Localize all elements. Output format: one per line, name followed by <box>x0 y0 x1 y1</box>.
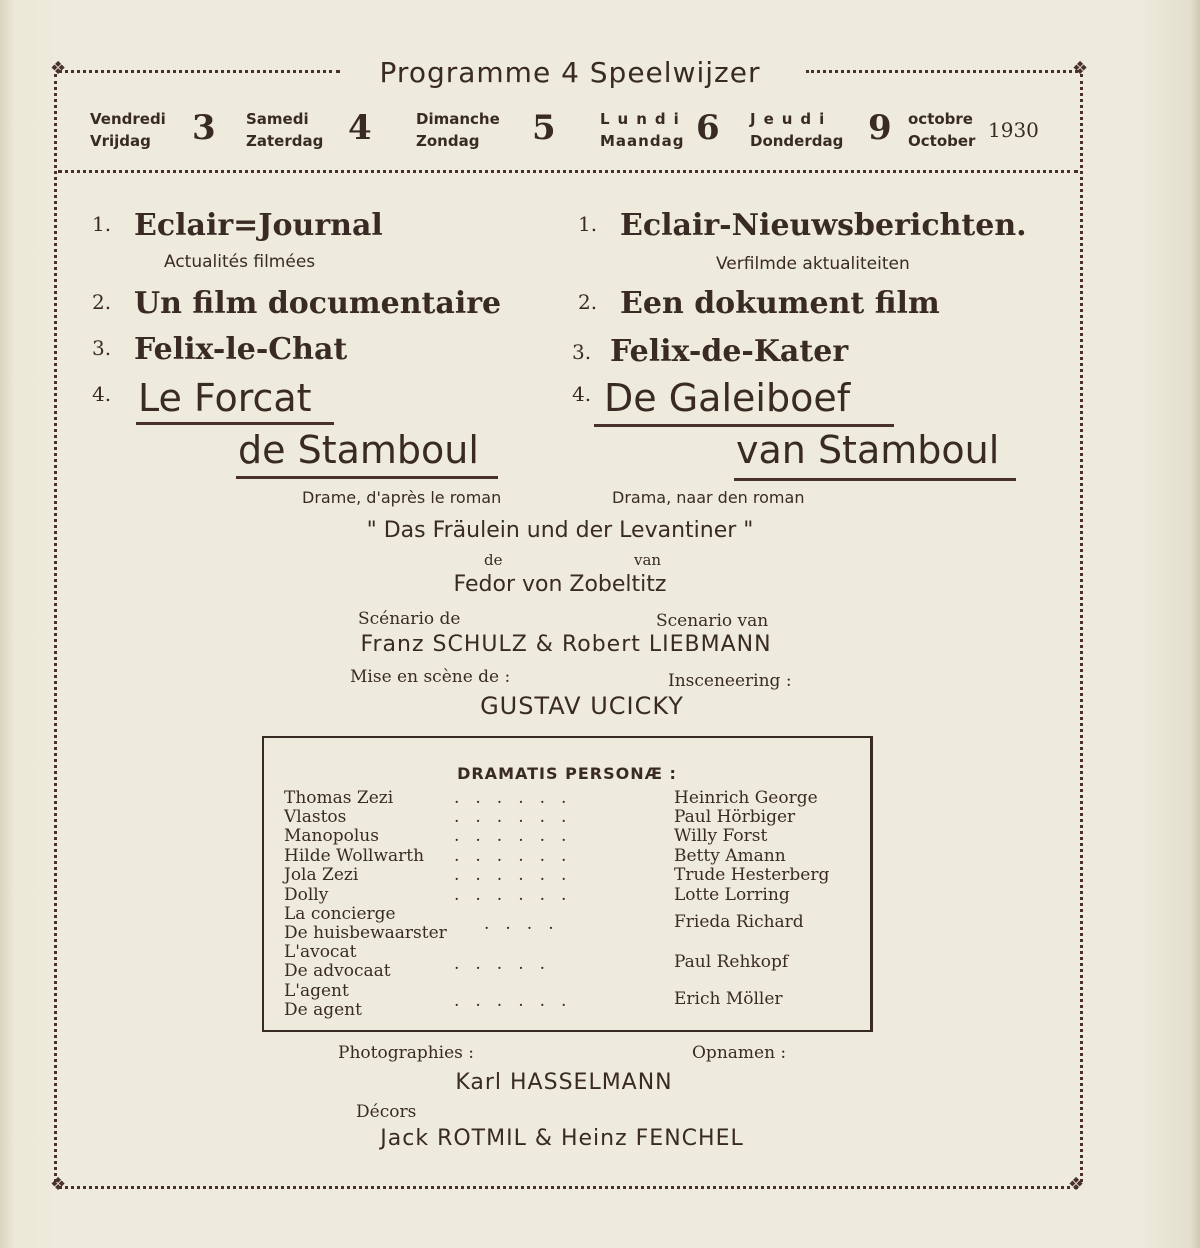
leader-dots: ...... <box>454 885 583 905</box>
top-border-right <box>806 70 1078 73</box>
cast-heading: DRAMATIS PERSONÆ : <box>457 764 677 783</box>
item-number: 4. <box>572 382 592 406</box>
photographer-name: Karl HASSELMANN <box>455 1070 673 1095</box>
actor-name: Erich Möller <box>674 989 783 1009</box>
decorators-names: Jack ROTMIL & Heinz FENCHEL <box>380 1126 744 1151</box>
day-fr-nl <box>90 108 166 152</box>
month-fr: octobre <box>908 110 973 128</box>
item-number: 2. <box>92 290 112 314</box>
direction-label-fr: Mise en scène de : <box>350 667 511 687</box>
year: 1930 <box>988 118 1039 142</box>
day-label-fr: Vendredi <box>90 110 166 128</box>
actor-name: Heinrich George <box>674 788 818 808</box>
right-border <box>1080 74 1083 1182</box>
director-name: GUSTAV UCICKY <box>480 692 684 720</box>
day-fr-nl <box>750 108 843 152</box>
feature-title: De Galeiboef <box>604 376 851 420</box>
leader-dots: ...... <box>454 991 583 1011</box>
role-name: Vlastos <box>284 807 347 827</box>
day-number: 3 <box>192 108 216 148</box>
program-item-title: Felix-le-Chat <box>134 332 348 367</box>
corner-ornament-icon: ❖ <box>50 58 67 79</box>
cast-row <box>284 904 844 944</box>
by-label-fr: de <box>484 551 503 569</box>
month <box>908 108 975 152</box>
role-name-nl: De advocaat <box>284 961 391 981</box>
day-number: 5 <box>532 108 556 148</box>
title-underline <box>136 422 334 425</box>
feature-title-line2: van Stamboul <box>736 428 1000 472</box>
day-label-nl: Zondag <box>416 132 480 150</box>
leader-dots: ...... <box>454 865 583 885</box>
day-label-fr: Dimanche <box>416 110 500 128</box>
author-name: Fedor von Zobeltitz <box>453 572 667 597</box>
role-name: Manopolus <box>284 826 379 846</box>
actor-name: Willy Forst <box>674 826 768 846</box>
day-label-nl: Maandag <box>600 132 685 150</box>
leader-dots: ...... <box>454 788 583 808</box>
decor-label: Décors <box>356 1102 417 1122</box>
role-name: Thomas Zezi <box>284 788 394 808</box>
day-label-fr: Jeudi <box>750 110 833 128</box>
cast-row <box>284 942 844 982</box>
cast-row <box>284 981 844 1021</box>
photo-label-nl: Opnamen : <box>692 1043 787 1063</box>
genre-note: Drama, naar den roman <box>612 488 805 507</box>
corner-ornament-icon: ❖ <box>1072 58 1089 79</box>
program-item-title: Eclair-Nieuwsberichten. <box>620 208 1027 243</box>
item-number: 3. <box>572 340 592 364</box>
role-name: L'avocat <box>284 942 357 962</box>
leader-dots: ...... <box>454 826 583 846</box>
day-fr-nl <box>416 108 500 152</box>
role-name: L'agent <box>284 981 349 1001</box>
item-number: 1. <box>578 212 598 236</box>
role-name-nl: De agent <box>284 1000 362 1020</box>
item-number: 3. <box>92 336 112 360</box>
program-item-title: Eclair=Journal <box>134 208 383 243</box>
program-item-title: Un film documentaire <box>134 286 502 321</box>
direction-label-nl: Insceneering : <box>668 671 792 691</box>
feature-title-line2: de Stamboul <box>238 428 479 472</box>
item-number: 2. <box>578 290 598 314</box>
role-name: Jola Zezi <box>284 865 359 885</box>
month-nl: October <box>908 132 976 150</box>
page-title: Programme 4 Speelwijzer <box>340 56 800 89</box>
left-border <box>54 74 57 1182</box>
scenario-label-fr: Scénario de <box>358 609 461 629</box>
program-item-subtitle: Actualités filmées <box>164 252 316 272</box>
leader-dots: ..... <box>454 954 562 974</box>
title-underline <box>594 424 894 427</box>
day-label-fr: Samedi <box>246 110 309 128</box>
actor-name: Frieda Richard <box>674 912 804 932</box>
day-fr-nl <box>246 108 323 152</box>
title-underline <box>734 478 1016 481</box>
top-border <box>58 70 340 73</box>
leader-dots: .... <box>484 914 570 934</box>
cast-box <box>262 736 873 1032</box>
day-number: 4 <box>348 108 372 148</box>
item-number: 4. <box>92 382 112 406</box>
actor-name: Trude Hesterberg <box>674 865 830 885</box>
day-number: 9 <box>868 108 892 148</box>
leader-dots: ...... <box>454 846 583 866</box>
actor-name: Paul Hörbiger <box>674 807 796 827</box>
feature-title: Le Forcat <box>138 376 312 420</box>
item-number: 1. <box>92 212 112 236</box>
corner-ornament-icon: ❖ <box>1068 1174 1085 1195</box>
header-divider <box>58 170 1078 173</box>
scenario-label-nl: Scenario van <box>656 611 769 631</box>
actor-name: Betty Amann <box>674 846 786 866</box>
writers: Franz SCHULZ & Robert LIEBMANN <box>360 632 772 657</box>
day-label-nl: Zaterdag <box>246 132 324 150</box>
title-underline <box>236 476 498 479</box>
bottom-border <box>58 1186 1078 1189</box>
role-name: Dolly <box>284 885 329 905</box>
role-name: Hilde Wollwarth <box>284 846 425 866</box>
role-name: La concierge <box>284 904 396 924</box>
day-label-nl: Vrijdag <box>90 132 151 150</box>
program-item-title: Een dokument film <box>620 286 940 321</box>
novel-title: " Das Fräulein und der Levantiner " <box>366 518 754 543</box>
day-label-nl: Donderdag <box>750 132 844 150</box>
actor-name: Paul Rehkopf <box>674 952 789 972</box>
actor-name: Lotte Lorring <box>674 885 790 905</box>
program-item-subtitle: Verfilmde aktualiteiten <box>716 254 910 274</box>
role-name-nl: De huisbewaarster <box>284 923 447 943</box>
day-number: 6 <box>696 108 720 148</box>
day-label-fr: Lundi <box>600 110 687 128</box>
day-fr-nl <box>600 108 687 152</box>
corner-ornament-icon: ❖ <box>50 1174 67 1195</box>
photo-label-fr: Photographies : <box>338 1043 475 1063</box>
by-label-nl: van <box>634 551 662 569</box>
program-item-title: Felix-de-Kater <box>610 334 849 369</box>
leader-dots: ...... <box>454 807 583 827</box>
genre-note: Drame, d'après le roman <box>302 488 502 507</box>
